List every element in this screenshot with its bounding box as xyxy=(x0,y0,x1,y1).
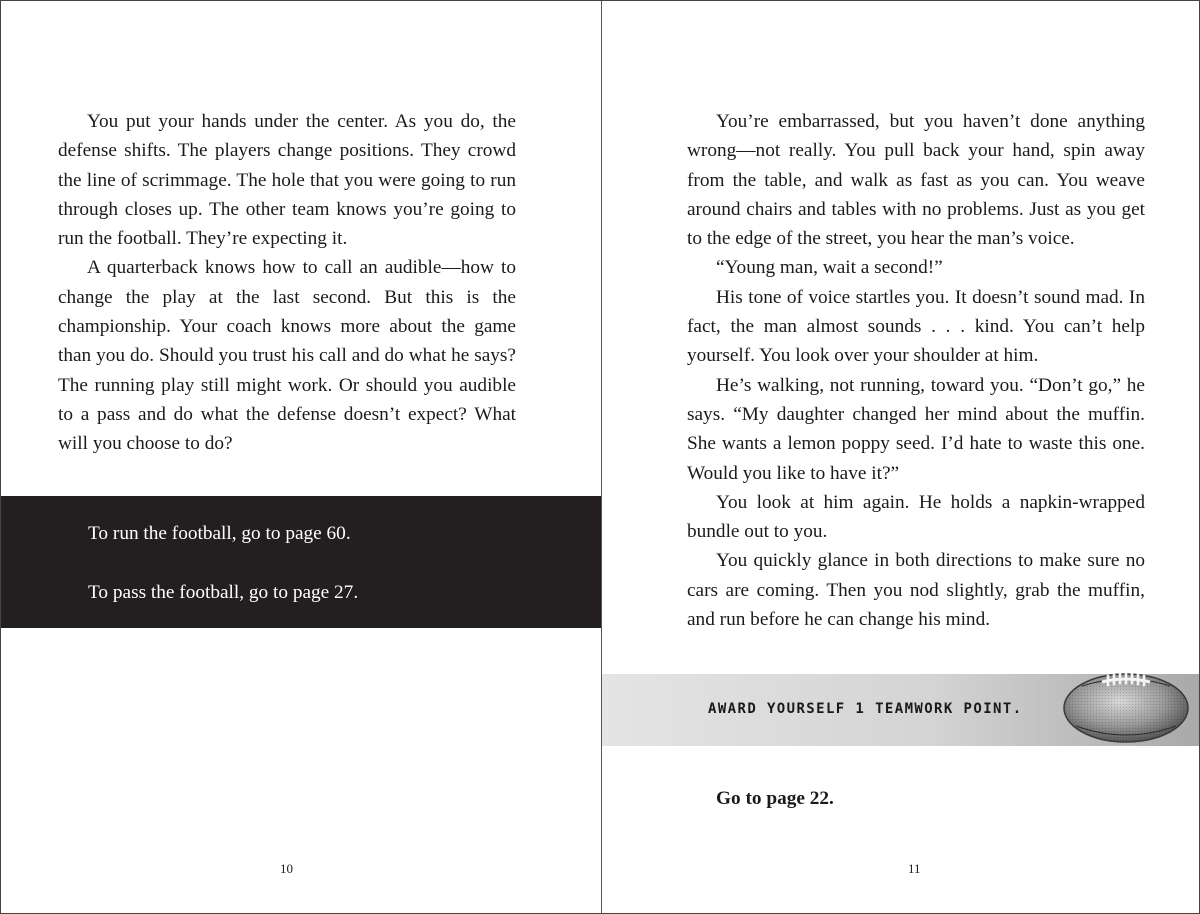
paragraph: You’re embarrassed, but you haven’t done anything wrong—not really. You pull back your hand, spin away from the table, and walk as fast as you can. You weave around chairs and tables with no problems. Just as you get to the edge of the street, you hear the man’s voice. xyxy=(687,111,1145,250)
left-page xyxy=(1,1,601,913)
paragraph: He’s walking, not running, toward you. “Don’t go,” he says. “My daughter changed her mind about the muffin. She wants a lemon poppy seed. I’d hate to waste this one. Would you like to have it?” xyxy=(687,374,1145,484)
choice-pass-football: To pass the football, go to page 27. xyxy=(88,582,359,603)
goto-page-instruction: Go to page 22. xyxy=(716,788,834,809)
paragraph: You look at him again. He holds a napkin-wrapped bundle out to you. xyxy=(687,491,1145,543)
right-page xyxy=(602,1,1199,913)
paragraph: You put your hands under the center. As you do, the defense shifts. The players change positions. They crowd the line of scrimmage. The hole that you were going to run through closes up. The other team knows you’re going to run the football. They’re expecting it. xyxy=(58,111,516,250)
paragraph: A quarterback knows how to call an audible—how to change the play at the last second. But this is the championship. Your coach knows more about the game than you do. Should you trust his call and do what he says? The running play still might work. Or should you audible to a pass and do what the defense doesn’t expect? What will you choose to do? xyxy=(58,257,516,455)
choice-run-football: To run the football, go to page 60. xyxy=(88,523,351,544)
page-number: 10 xyxy=(280,861,293,876)
award-text: AWARD YOURSELF 1 TEAMWORK POINT. xyxy=(708,701,1023,717)
left-page-body xyxy=(58,107,516,459)
paragraph: His tone of voice startles you. It doesn’t sound mad. In fact, the man almost sounds . . . kind. You can’t help yourself. You look over your shoulder at him. xyxy=(687,286,1145,367)
football-icon xyxy=(1062,670,1190,746)
right-page-body xyxy=(687,107,1145,634)
paragraph: “Young man, wait a second!” xyxy=(716,257,943,279)
page-number: 11 xyxy=(908,861,921,876)
choice-box xyxy=(1,496,601,628)
paragraph: You quickly glance in both directions to make sure no cars are coming. Then you nod slightly, grab the muffin, and run before he can change his mind. xyxy=(687,550,1145,631)
award-banner xyxy=(602,674,1199,746)
